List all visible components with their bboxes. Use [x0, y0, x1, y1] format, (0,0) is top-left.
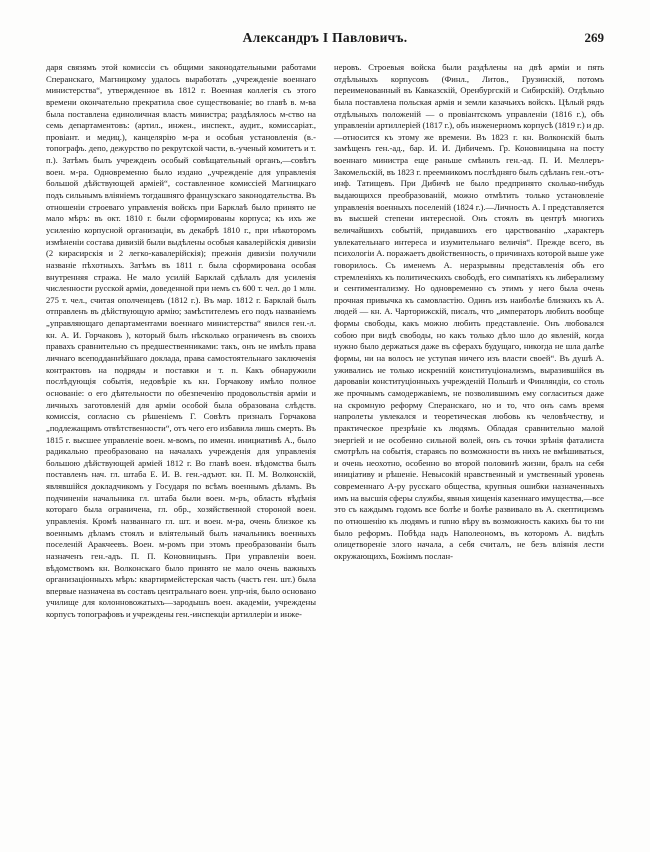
page-number: 269 [584, 30, 604, 45]
body-paragraph: даря связямъ этой комиссіи съ общими законодательными работами Сперанскаго, Магницкому удалось выработать „учрежденіе военнаго министерства“, утвержденное въ 1812 г. Военная коллегія съ этого времени окончательно прекратила свое существованіе; во главѣ в. м-ва была поставлена единоличная власть министра; раздѣлялось м-ство на семь департаментовъ: (артил., инжен., инспект., аудит., комиссаріат., провіант. и медиц.), канцелярію м-ра и особыя установленія (в.-топографъ. депо, дежурство по рекрутской части, в.-ученый комитетъ и т. п.). Затѣмъ былъ учрежденъ особый совѣщательный органъ,—совѣтъ воен. м-ра. Одновременно было издано „учрежденіе для управленія большой дѣйствующей арміей“, составленное комиссіей Магницкаго подъ сильнымъ вліяніемъ тогдашняго французскаго законодательства. Въ отношеніи строеваго управленія войскъ при Барклаѣ было принято не мало мѣръ: въ окт. 1810 г. были сформированы корпуса; къ ихъ же усиленію корпусной организаціи, въ декабрѣ 1810 г., при нѣкоторомъ измѣненіи состава дивизій были выдѣлены особыя кавалерійскія дивизіи (2 кирасирскія и 2 легко-кавалерійскія); прежнія дивизіи получили названіе пѣхотныхъ. Затѣмъ въ 1811 г. была сформирована особая внутренняя стража. Не мало усилій Барклай сдѣлалъ для усиленія численности русской арміи, доведенной при немъ съ 600 т. чел. до 1 млн. 275 т. чел., считая ополченцевъ (1812 г.). Въ мар. 1812 г. Барклай былъ отправленъ въ дѣйствующую армію; замѣстителемъ его подъ названіемъ „управляющаго департаментами военнаго министерства“ явился ген.-л. кн. А. И. Горчаковъ ), который былъ нѣсколько ограниченъ въ своихъ правахъ сравнительно съ предшественниками: такъ, онъ не имѣлъ права личнаго всеподданнѣйшаго доклада, права самостоятельнаго заключенія контрактовъ на подряды и поставки и т. п. Какъ обнаружили послѣдующія событія, недовѣріе къ кн. Горчакову имѣло полное основаніе: о его дѣятельности по обезпеченію продовольствія арміи и личныхъ заготовленій для арміи особой была образована слѣдств. комиссія, согласно съ рѣшеніемъ Г. Совѣтъ призналъ Горчакова „подлежащимъ отвѣтственности“, отъ чего его избавила лишь смерть. Въ 1815 г. высшее управленіе воен. м-вомъ, по именн. инициативѣ А., было радикально преобразовано на началахъ учрежденія для управленія большою дѣйствующей арміей 1812 г. Во главѣ воен. вѣдомства былъ поставленъ нач. гл. штаба Е. И. В. ген.-адъют. кн. П. М. Волконскій, являвшійся докладчикомъ у Государя по всѣмъ военнымъ дѣламъ. Въ подчиненіи начальника гл. штаба были воен. м-ръ, область вѣдѣнія котораго была ограничена, гл. обр., хозяйственной стороной воен. управленія. Кромѣ названнаго гл. шт. и воен. м-ра, очень близкое къ военнымъ дѣламъ стоялъ и вліятельный былъ начальникъ военныхъ поселеній Аракчеевъ. Воен. м-ромъ при этомъ преобразованіи былъ назначенъ ген.-адъ. П. П. Коновницынъ. При управленіи воен. вѣдомствомъ кн. Волконскаго было принято не мало очень важныхъ организаціонныхъ мѣръ: квартирмейстерская часть (частъ ген. шт.) была впервые назначена въ составъ центральнаго воен. упр-нія, было основано училище для колонновожатыхъ—зародышъ воен. академіи, учреждены корпусъ топографовъ и учреждены ген.-инспекціи артиллеріи и инже- [46, 62, 316, 620]
running-head-title: Александръ I Павловичъ. [242, 30, 408, 45]
left-column [46, 62, 316, 852]
text-columns [46, 62, 604, 852]
right-column [334, 62, 604, 852]
body-paragraph: неровъ. Строевыя войска были раздѣлены на двѣ арміи и пять отдѣльныхъ корпусовъ (Финл., Литов., Грузинскій, потомъ переименованный въ Кавказскій, Оренбургскій и Сибирскій). Отдѣльно была поставлена польская армія и земли казачьихъ войскъ. Цѣлый рядъ отдѣльныхъ положеній — о провіантскомъ управленіи (1816 г.), объ управленіи артиллеріей (1817 г.), объ инженерномъ корпусѣ (1819 г.) и др.—относится къ этому же времени. Въ 1823 г. кн. Волконскій былъ замѣщенъ ген.-ад., бар. И. И. Дибичемъ. Гр. Коновницына на посту военнаго министра еще раньше смѣнилъ ген.-ад. П. И. Меллеръ-Закомельскій, въ 1823 г. преемникомъ послѣдняго былъ сдѣланъ ген.-отъ-инф. Татищевъ. При Дибичѣ не было предпринято сколько-нибудь выдающихся преобразованій, можно отмѣтить только установленіе управленія военныхъ поселеній (1824 г.).—Личность А. I представляется въ высшей степени интересной. Онъ стоялъ въ центрѣ многихъ величайшихъ событій, придавшихъ его царствованію „характеръ увлекательнаго интереса и изумительнаго величія“. Прежде всего, въ психологіи А. поражаетъ двойственность, о причинахъ которой выше уже говорилось. Съ именемъ А. неразрывны представленія объ его стремленіяхъ къ политическихъ свободѣ, его симпатіяхъ къ либерализму и сентиментализму. Но одновременно съ этимъ у него была очень прочная привычка къ самовластію. Одинъ изъ наиболѣе близкихъ къ А. людей — кн. А. Чарторижскій, писалъ, что „императоръ любилъ вообще формы свободы, какъ можно любить представленіе. Онъ любовался собою при видѣ свободы, но какъ только дѣло шло до явленій, когда нужно было держаться даже въ сферахъ будущаго, никогда не шла далѣе формы, ни на волосъ не уступая ничего изъ власти своей“. Въ душѣ А. уживались не только искренній конституціонализмъ, выразившійся въ даровавіи конституціонныхъ учрежденій Польшѣ и Финляндіи, со столь же прочнымъ самодержавіемъ, не позволившимъ ему согласиться даже на скромную реформу Сперанскаго, но и то, что онъ самъ время напролеты увлекался и теоретическая любовь къ человѣчеству, и практическое презрѣніе къ людямъ. Обладая сравнительно малой энергіей и не особенно сильной волей, онъ съ точки зрѣнія фаталиста смотрѣлъ на событія, стараясь по возможности въ нихъ не вмѣшиваться, и очень неохотно, особенно во второй половинѣ жизни, бралъ на себя иниціативу и рѣшеніе. Невысокій нравственный и умственный уровень современнаго А-ру русскаго общества, крупныя ошибки назначенныхъ имъ на высшія сферы службы, явныя хищенія казеннаго имущества,—все это съ каждымъ годомъ все болѣе и болѣе развивало въ А. скептицизмъ по отношенію къ людямъ и runно вѣру въ возможность какихъ бы то ни было реформъ. Побѣда надъ Наполеономъ, въ которомъ А. видѣлъ олицетвореніе злого начала, а себя считалъ, не безъ вліянія лести окружающихъ, Божіимъ послан- [334, 62, 604, 561]
page-header [46, 30, 604, 56]
